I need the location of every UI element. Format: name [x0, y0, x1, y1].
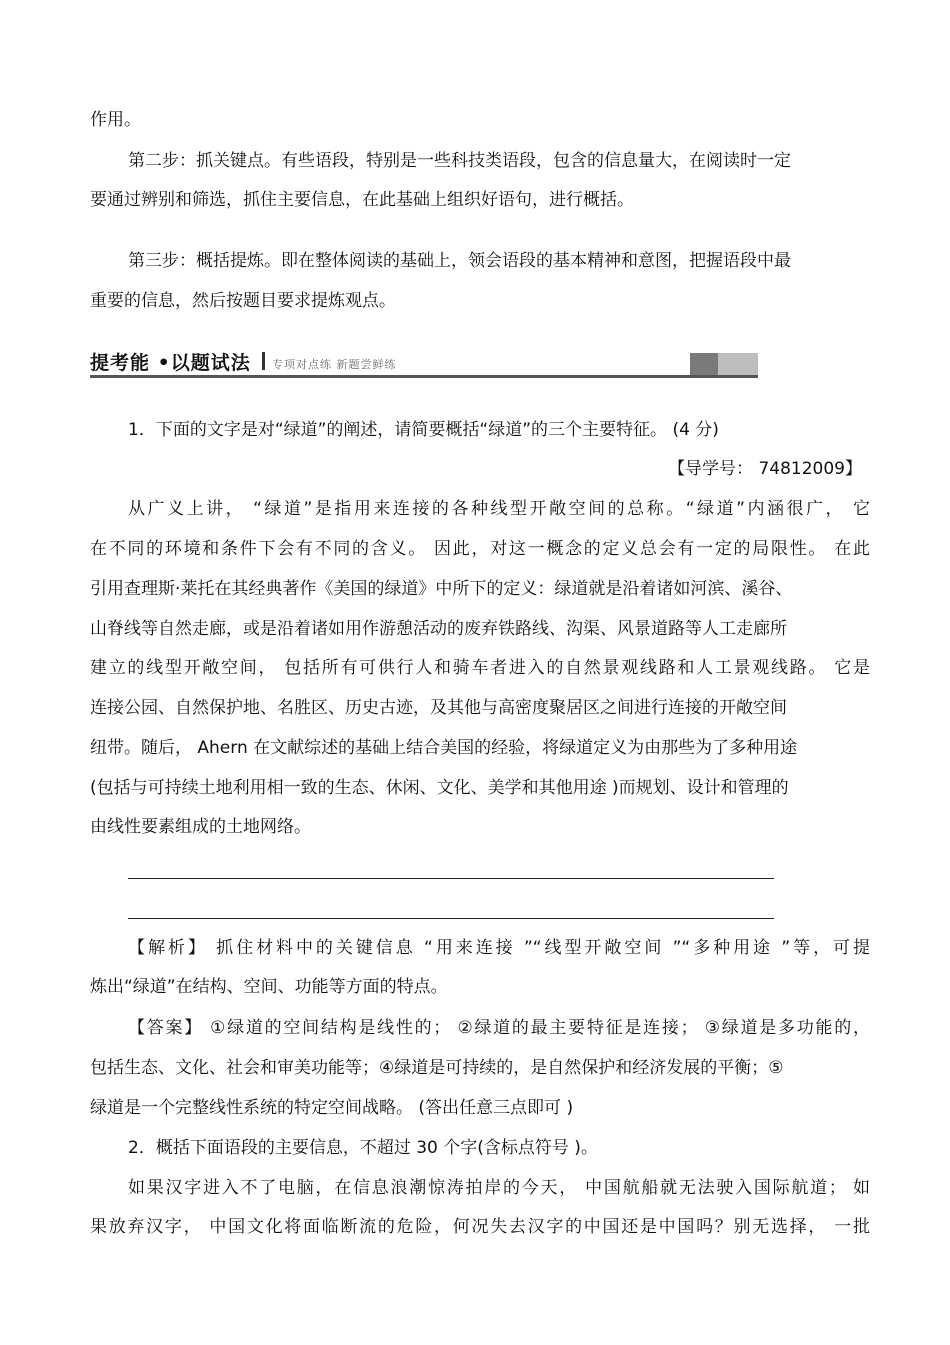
passage-1-line-6: 连接公园、自然保护地、名胜区、历史古迹，及其他与高密度聚居区之间进行连接的开敞空间: [90, 698, 787, 718]
step-two-line-2: 要通过辨别和筛选，抓住主要信息，在此基础上组织好语句，进行概括。: [90, 190, 634, 210]
passage-1-line-7: 纽带。随后， Ahern 在文献综述的基础上结合美国的经验，将绿道定义为由那些为了多种用途: [90, 738, 798, 758]
section-title: 提考能 •以题试法: [90, 352, 251, 374]
passage-2-line-1: 如果汉字进入不了电脑，在信息浪潮惊涛拍岸的今天， 中国航船就无法驶入国际航道； 如: [128, 1178, 870, 1198]
passage-1-line-2: 在不同的环境和条件下会有不同的含义。 因此，对这一概念的定义总会有一定的局限性。 在此: [90, 539, 870, 559]
passage-1-line-4: 山脊线等自然走廊，或是沿着诸如用作游憩活动的废弃铁路线、沟渠、风景道路等人工走廊所: [90, 619, 787, 639]
passage-2-line-2: 果放弃汉字， 中国文化将面临断流的危险，何况失去汉字的中国还是中国吗？别无选择， 一批: [90, 1217, 870, 1237]
question-2: 2．概括下面语段的主要信息，不超过 30 个字(含标点符号 )。: [128, 1138, 598, 1158]
answer-line-3: 绿道是一个完整线性系统的特定空间战略。 (答出任意三点即可 ): [90, 1098, 574, 1118]
section-subtitle: 专项对点练 新题尝鲜练: [272, 358, 397, 371]
passage-1-line-3: 引用查理斯·莱托在其经典著作《美国的绿道》中所下的定义：绿道就是沿着诸如河滨、溪谷、: [90, 579, 793, 599]
answer-blank-line[interactable]: [128, 878, 774, 879]
passage-1-line-8: (包括与可持续土地利用相一致的生态、休闲、文化、美学和其他用途 )而规划、设计和管理的: [90, 778, 789, 798]
question-1: 1．下面的文字是对“绿道”的阐述，请简要概括“绿道”的三个主要特征。 (4 分): [128, 420, 719, 440]
step-three-line-1: 第三步：概括提炼。即在整体阅读的基础上，领会语段的基本精神和意图，把握语段中最: [128, 251, 791, 271]
answer-blank-line[interactable]: [128, 918, 774, 919]
section-banner: [90, 344, 758, 378]
passage-1-line-1: 从广义上讲， “绿道”是指用来连接的各种线型开敞空间的总称。“绿道”内涵很广， 它: [128, 499, 870, 519]
step-three-line-2: 重要的信息，然后按题目要求提炼观点。: [90, 291, 396, 311]
passage-1-line-9: 由线性要素组成的土地网络。: [90, 817, 311, 837]
intro-line-1: 作用。: [90, 110, 141, 130]
banner-decoration-dark: [690, 353, 718, 375]
passage-1-line-5: 建立的线型开敞空间， 包括所有可供行人和骑车者进入的自然景观线路和人工景观线路。 它是: [90, 658, 870, 678]
guide-number: 【导学号： 74812009】: [668, 459, 862, 479]
banner-rule: [90, 375, 758, 378]
answer-line-1: 【答案】 ①绿道的空间结构是线性的； ②绿道的最主要特征是连接； ③绿道是多功能的，: [128, 1018, 870, 1038]
banner-decoration-light: [718, 353, 758, 375]
analysis-line-2: 炼出“绿道”在结构、空间、功能等方面的特点。: [90, 977, 448, 997]
section-separator: [262, 352, 265, 370]
answer-line-2: 包括生态、文化、社会和审美功能等；④绿道是可持续的，是自然保护和经济发展的平衡；⑤: [90, 1058, 784, 1078]
step-two-line-1: 第二步：抓关键点。有些语段，特别是一些科技类语段，包含的信息量大，在阅读时一定: [128, 151, 791, 171]
analysis-line-1: 【解析】 抓住材料中的关键信息 “用来连接 ”“线型开敞空间 ”“多种用途 ”等，可提: [128, 938, 870, 958]
